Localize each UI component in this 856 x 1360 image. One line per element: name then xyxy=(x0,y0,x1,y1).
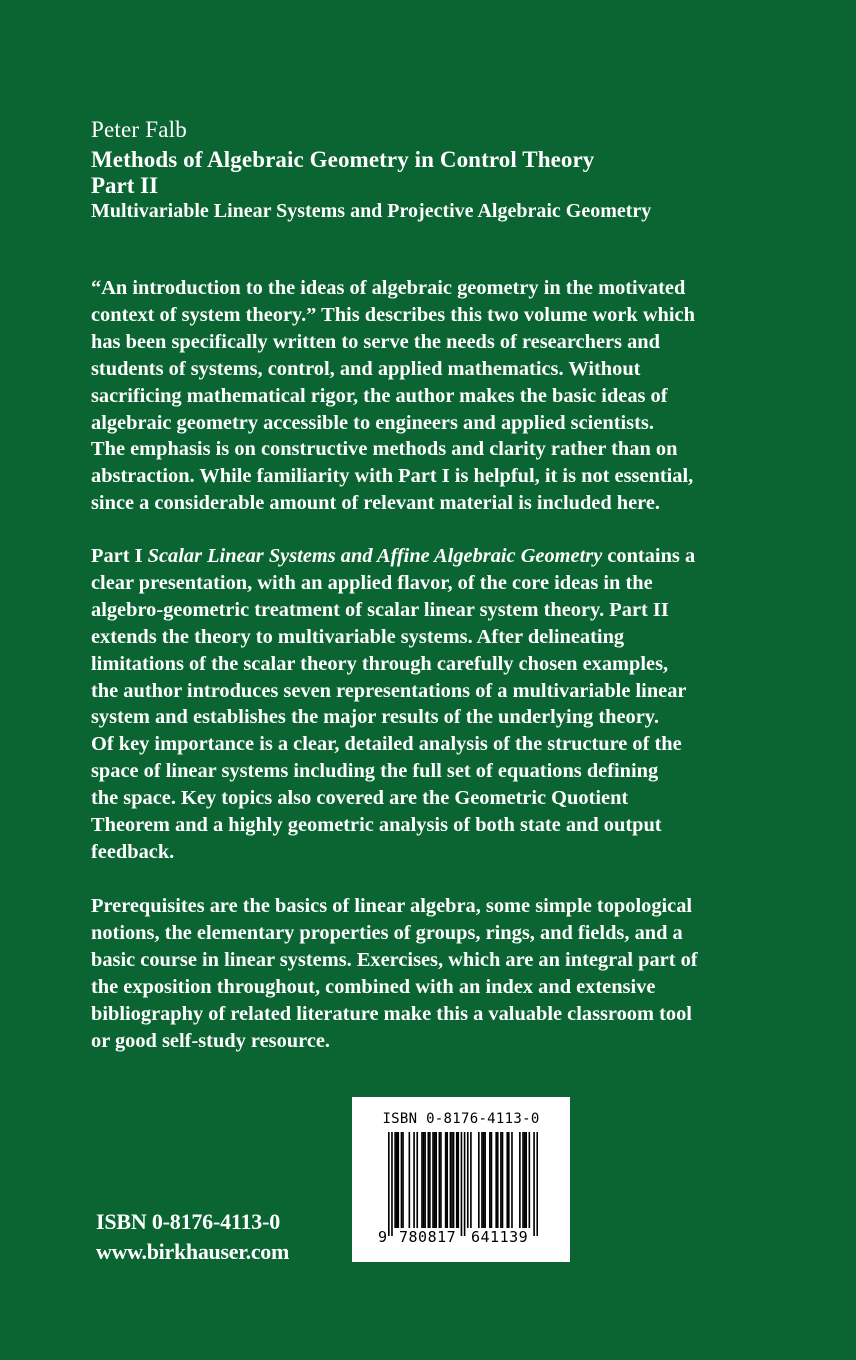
barcode-bar xyxy=(502,1132,504,1228)
author-name: Peter Falb xyxy=(91,117,187,142)
text-line: system and establishes the major results of the underlying theory. xyxy=(91,706,659,729)
barcode-bar xyxy=(508,1132,510,1228)
barcode-isbn-text: ISBN 0-8176-4113-0 xyxy=(382,1111,540,1127)
text-line: extends the theory to multivariable systems. After delineating xyxy=(91,625,625,648)
barcode-bar xyxy=(483,1132,485,1228)
barcode-bar xyxy=(453,1132,455,1228)
text-line: clear presentation, with an applied flavor, of the core ideas in the xyxy=(91,571,653,594)
barcode-bar xyxy=(435,1132,437,1228)
barcode-bar xyxy=(446,1132,448,1228)
text-line: The emphasis is on constructive methods and clarity rather than on xyxy=(91,438,678,461)
barcode-bar xyxy=(529,1132,531,1228)
text-line: Of key importance is a clear, detailed analysis of the structure of the xyxy=(91,733,682,756)
book-part: Part II xyxy=(91,173,159,198)
barcode-guard-bar xyxy=(464,1132,466,1236)
isbn-number: ISBN 0-8176-4113-0 xyxy=(96,1209,281,1234)
text-line: sacrificing mathematical rigor, the author makes the basic ideas of xyxy=(91,384,668,407)
text-line xyxy=(91,543,763,570)
barcode-bar xyxy=(522,1132,524,1228)
barcode-guard-bar xyxy=(461,1132,463,1236)
barcode-bar xyxy=(467,1132,469,1228)
text-line: context of system theory.” This describes this two volume work which xyxy=(91,303,695,326)
barcode-digits-left: 780817 xyxy=(399,1228,457,1246)
barcode-bar xyxy=(470,1132,472,1228)
barcode-bar xyxy=(525,1132,527,1228)
text-line: or good self-study resource. xyxy=(91,1029,331,1052)
barcode-bar xyxy=(524,1132,526,1228)
barcode-digits-right: 641139 xyxy=(471,1228,529,1246)
book-title: Methods of Algebraic Geometry in Control Theory xyxy=(91,147,595,172)
part-one-title: Scalar Linear Systems and Affine Algebraic Geometry xyxy=(147,545,603,567)
barcode-bar xyxy=(489,1132,491,1228)
text-line: algebro-geometric treatment of scalar linear system theory. Part II xyxy=(91,598,669,621)
barcode-bar xyxy=(394,1132,396,1228)
barcode-guard-bar xyxy=(536,1132,538,1236)
barcode-bar xyxy=(519,1132,521,1228)
text-line: the space. Key topics also covered are the Geometric Quotient xyxy=(91,787,629,810)
publisher-website[interactable]: www.birkhauser.com xyxy=(96,1239,290,1264)
barcode-bar xyxy=(439,1132,441,1228)
text-line: bibliography of related literature make this a valuable classroom tool xyxy=(91,1002,692,1025)
text-line: “An introduction to the ideas of algebraic geometry in the motivated xyxy=(91,277,686,299)
barcode-bar xyxy=(413,1132,415,1228)
text-line: Theorem and a highly geometric analysis of both state and output xyxy=(91,814,662,837)
barcode-bar xyxy=(491,1132,493,1228)
barcode-bar xyxy=(478,1132,480,1228)
barcode-bar xyxy=(506,1132,508,1228)
text-line: has been specifically written to serve the needs of researchers and xyxy=(91,330,660,353)
barcode-bar xyxy=(416,1132,418,1228)
barcode-bar xyxy=(397,1132,399,1228)
barcode-bar xyxy=(401,1132,403,1228)
text-line: space of linear systems including the full set of equations defining xyxy=(91,760,659,783)
barcode-bar xyxy=(445,1132,447,1228)
barcode-bar xyxy=(440,1132,442,1228)
barcode-bar xyxy=(457,1132,459,1228)
text-line: abstraction. While familiarity with Part I is helpful, it is not essential, xyxy=(91,465,694,488)
barcode-bar xyxy=(511,1132,513,1228)
barcode-bar xyxy=(484,1132,486,1228)
barcode-bar xyxy=(421,1132,423,1228)
text-line: students of systems, control, and applied mathematics. Without xyxy=(91,357,641,380)
text-line: the author introduces seven representations of a multivariable linear xyxy=(91,679,687,702)
barcode-bars xyxy=(388,1132,538,1236)
barcode-bar xyxy=(451,1132,453,1228)
description-paragraph-2 xyxy=(91,543,763,866)
barcode-bar xyxy=(450,1132,452,1228)
barcode-label xyxy=(352,1097,570,1262)
barcode-bar xyxy=(409,1132,411,1228)
description-paragraph-3 xyxy=(91,893,763,1054)
barcode-guard-bar xyxy=(391,1132,393,1236)
barcode-bar xyxy=(424,1132,426,1228)
text-line: Prerequisites are the basics of linear algebra, some simple topological xyxy=(91,895,693,917)
text-line: feedback. xyxy=(91,840,175,863)
barcode-bar xyxy=(396,1132,398,1228)
barcode-guard-bar xyxy=(533,1132,535,1236)
barcode-bar xyxy=(429,1132,431,1228)
text-line: the exposition throughout, combined with an index and extensive xyxy=(91,975,656,998)
barcode-bar xyxy=(432,1132,434,1228)
barcode-bar xyxy=(497,1132,499,1228)
part-one-prefix: Part I xyxy=(91,545,148,567)
barcode-bar xyxy=(500,1132,502,1228)
part-one-suffix: contains a xyxy=(602,545,696,567)
text-line: notions, the elementary properties of groups, rings, and fields, and a xyxy=(91,921,683,944)
text-line: since a considerable amount of relevant material is included here. xyxy=(91,492,661,515)
text-line: limitations of the scalar theory through carefully chosen examples, xyxy=(91,652,669,675)
barcode-bar xyxy=(481,1132,483,1228)
barcode-digit-first: 9 xyxy=(378,1228,388,1246)
barcode-bar xyxy=(402,1132,404,1228)
description-paragraph-1 xyxy=(91,275,763,517)
barcode-bar xyxy=(495,1132,497,1228)
barcode-bar xyxy=(456,1132,458,1228)
text-line: basic course in linear systems. Exercises, which are an integral part of xyxy=(91,948,698,971)
barcode-bar xyxy=(427,1132,429,1228)
barcode-bar xyxy=(423,1132,425,1228)
text-line: algebraic geometry accessible to engineers and applied scientists. xyxy=(91,411,654,434)
barcode-guard-bar xyxy=(388,1132,390,1236)
barcode-bar xyxy=(434,1132,436,1228)
book-subtitle: Multivariable Linear Systems and Projective Algebraic Geometry xyxy=(91,200,652,222)
